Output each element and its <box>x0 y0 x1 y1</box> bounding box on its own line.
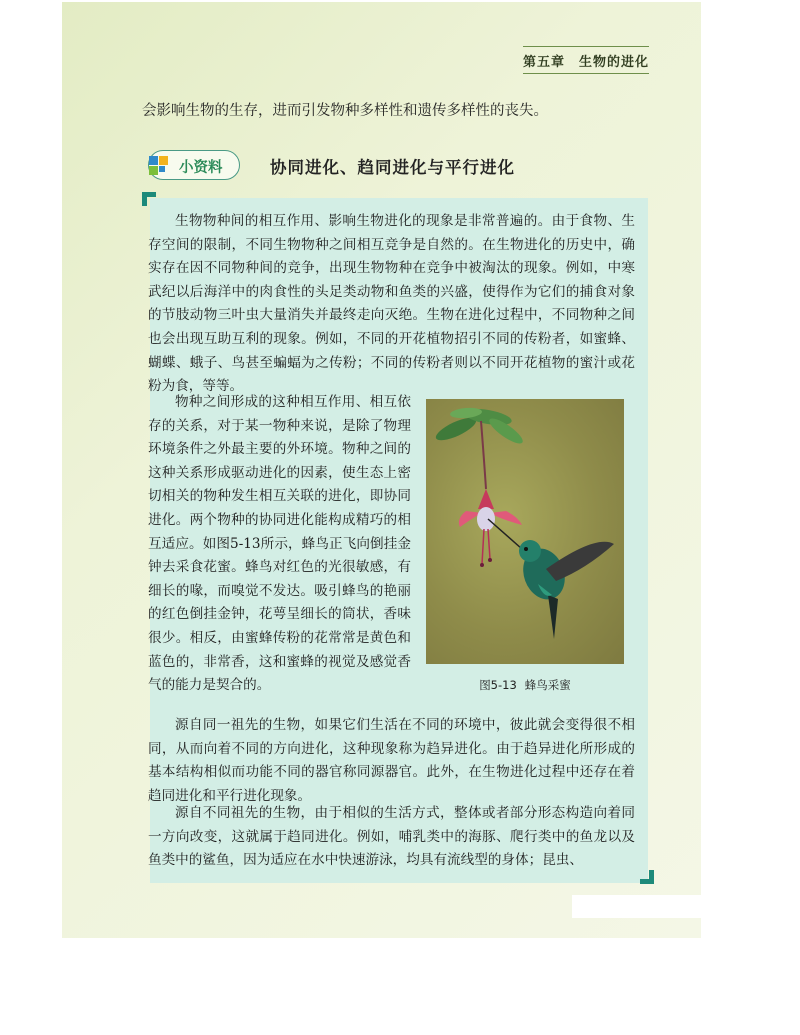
puzzle-blocks-icon <box>147 153 173 179</box>
page-number-area <box>572 895 701 918</box>
corner-bracket-bottom-right <box>640 870 654 884</box>
paragraph: 源自同一祖先的生物，如果它们生活在不同的环境中，彼此就会变得很不相同，从而向着不同的方向进化，这种现象称为趋异进化。由于趋异进化所形成的基本结构相似而功能不同的器官称同源器官。此外，在生物进化过程中还存在着趋同进化和平行进化现象。 <box>148 717 635 804</box>
figure-caption-text: 蜂鸟采蜜 <box>524 678 571 692</box>
textbook-page <box>62 2 701 938</box>
ziliao-label: 小资料 <box>179 160 223 176</box>
paragraph: 源自不同祖先的生物，由于相似的生活方式，整体或者部分形态构造向着同一方向改变，这就属于趋同进化。例如，哺乳类中的海豚、爬行类中的鱼龙以及鱼类中的鲨鱼，因为适应在水中快速游泳，均具有流线型的身体；昆虫、 <box>148 805 635 869</box>
chapter-header: 第五章 生物的进化 <box>523 46 649 74</box>
figure-caption <box>426 677 624 693</box>
info-box-header <box>148 150 668 182</box>
corner-bracket-top-left <box>142 192 156 206</box>
paragraph: 生物物种间的相互作用、影响生物进化的现象是非常普遍的。由于食物、生存空间的限制，不同生物物种之间相互竞争是自然的。在生物进化的历史中，确实存在因不同物种间的竞争，出现生物物种在竞争中被淘汰的现象。例如，中寒武纪以后海洋中的肉食性的头足类动物和鱼类的兴盛，使得作为它们的捕食对象的节肢动物三叶虫大量消失并最终走向灭绝。生物在进化过程中，不同物种之间也会出现互助互利的现象。例如，不同的开花植物招引不同的传粉者，如蜜蜂、蝴蝶、蛾子、鸟甚至蝙蝠为之传粉；不同的传粉者则以不同开花植物的蜜汁或花粉为食，等等。 <box>148 213 635 395</box>
hummingbird-fuchsia-illustration <box>426 399 624 664</box>
info-box-title: 协同进化、趋同进化与平行进化 <box>270 158 515 177</box>
paragraph: 物种之间形成的这种相互作用、相互依存的关系，对于某一物种来说，是除了物理环境条件之外最主要的外环境。物种之间的这种关系形成驱动进化的因素，使生态上密切相关的物种发生相互关联的进化，即协同进化。两个物种的协同进化能构成精巧的相互适应。如图5-13所示，蜂鸟正飞向倒挂金钟去采食花蜜。蜂鸟对红色的光很敏感，有细长的喙，而嗅觉不发达。吸引蜂鸟的艳丽的红色倒挂金钟，花萼呈细长的筒状，香味很少。相反，由蜜蜂传粉的花常常是黄色和蓝色的，非常香，这和蜜蜂的视觉及感觉香气的能力是契合的。 <box>148 394 411 694</box>
hummingbird-photo <box>426 399 624 664</box>
figure-number: 图5-13 <box>479 678 517 692</box>
intro-text: 会影响生物的生存，进而引发物种多样性和遗传多样性的丧失。 <box>142 103 548 119</box>
ziliao-badge <box>148 150 240 180</box>
